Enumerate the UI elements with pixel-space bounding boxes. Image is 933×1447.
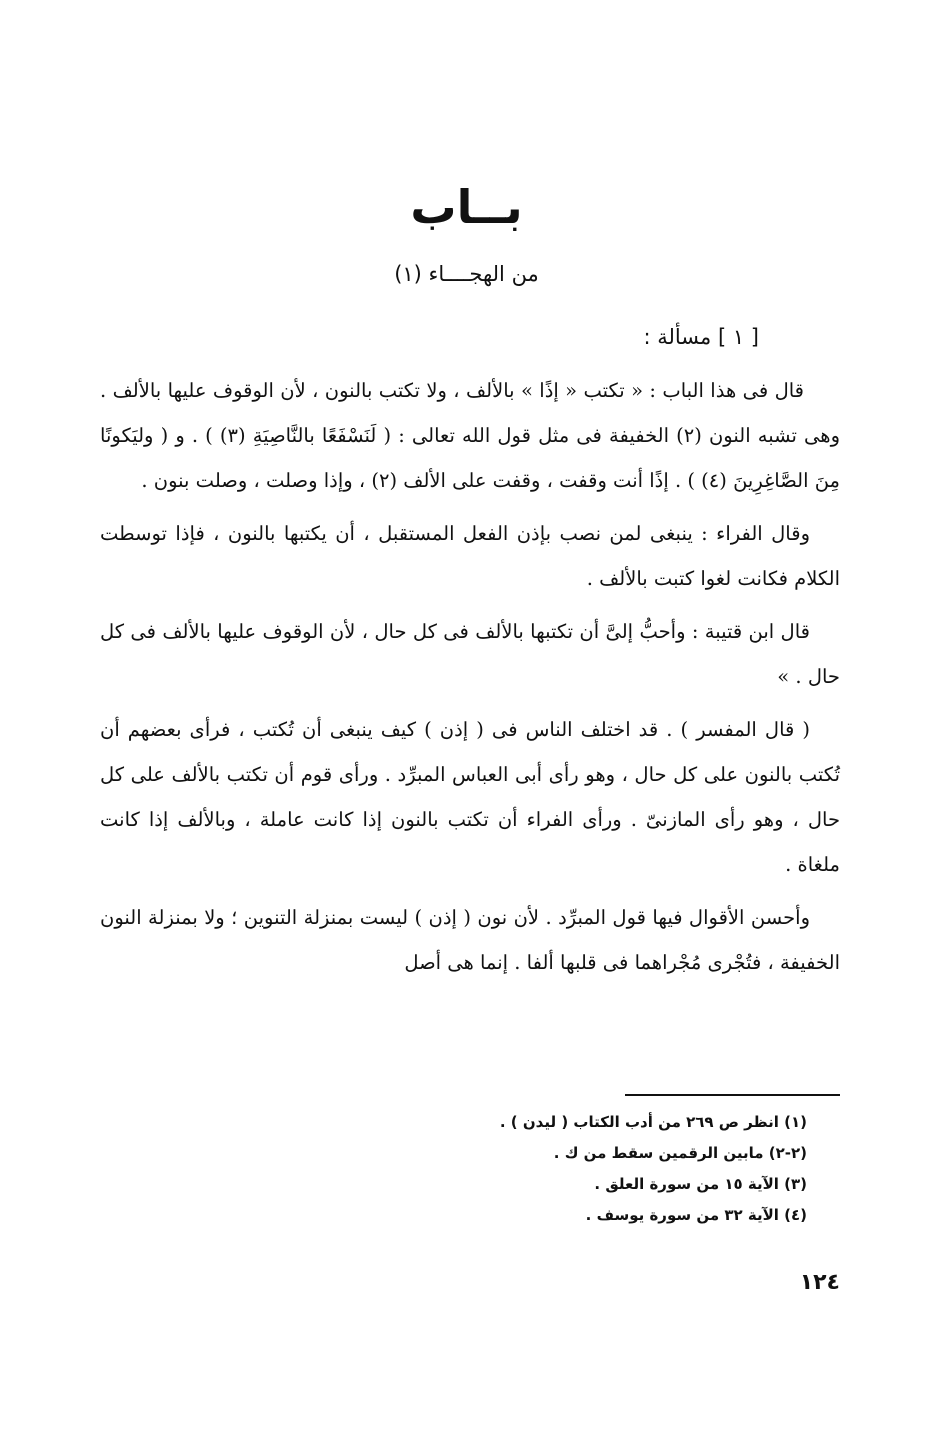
footnote: (٢-٢) مابين الرقمين سقط من ك .	[553, 1144, 807, 1162]
paragraph: وأحسن الأقوال فيها قول المبرِّد . لأن نون ( إذن ) ليست بمنزلة التنوين ؛ ولا بمنزلة النون الخفيفة ، فتُجْرى مُجْراهما فى قلبها ألفا . إنما هى أصل	[100, 906, 840, 974]
paragraph: ( قال المفسر ) . قد اختلف الناس فى ( إذن ) كيف ينبغى أن تُكتب ، فرأى بعضهم أن تُكتب بالنون على كل حال ، وهو رأى أبى العباس المبرِّد . ورأى قوم أن تكتب بالألف على كل حال ، وهو رأى المازنىّ . ورأى الفراء أن تكتب بالنون إذا كانت عاملة ، وبالألف إذا كانت ملغاة .	[100, 718, 840, 876]
footnote: (٣) الآية ١٥ من سورة العلق .	[594, 1175, 807, 1193]
section-heading: [ ١ ] مسألة :	[643, 325, 759, 349]
footnote-divider	[625, 1094, 840, 1096]
footnote: (٤) الآية ٣٢ من سورة يوسف .	[585, 1206, 807, 1224]
footnotes	[387, 1107, 807, 1231]
page-number: ١٢٤	[799, 1270, 840, 1295]
paragraph: وقال الفراء : ينبغى لمن نصب بإذن الفعل المستقبل ، أن يكتبها بالنون ، فإذا توسطت الكلام فكانت لغوا كتبت بالألف .	[100, 522, 840, 590]
chapter-title: بــاب	[410, 180, 523, 234]
paragraph: قال فى هذا الباب : « تكتب « إذًا » بالألف ، ولا تكتب بالنون ، لأن الوقوف عليها بالألف . وهى تشبه النون (٢) الخفيفة فى مثل قول الله تعالى : ( لَنَسْفَعًا بالنَّاصِيَةِ (٣) ) . و ( وليَكونًا مِنَ الصَّاغِرِينَ (٤) ) . إذًا أنت وقفت ، وقفت على الألف (٢) ، وإذا وصلت ، وصلت بنون .	[100, 379, 840, 492]
paragraph: قال ابن قتيبة : وأحبُّ إلىَّ أن تكتبها بالألف فى كل حال ، لأن الوقوف عليها بالألف فى كل حال . »	[100, 620, 840, 688]
body-text	[100, 368, 840, 993]
footnote: (١) انظر ص ٢٦٩ من أدب الكتاب ( ليدن ) .	[499, 1113, 807, 1131]
chapter-subtitle: من الهجــــاء (١)	[394, 262, 539, 286]
